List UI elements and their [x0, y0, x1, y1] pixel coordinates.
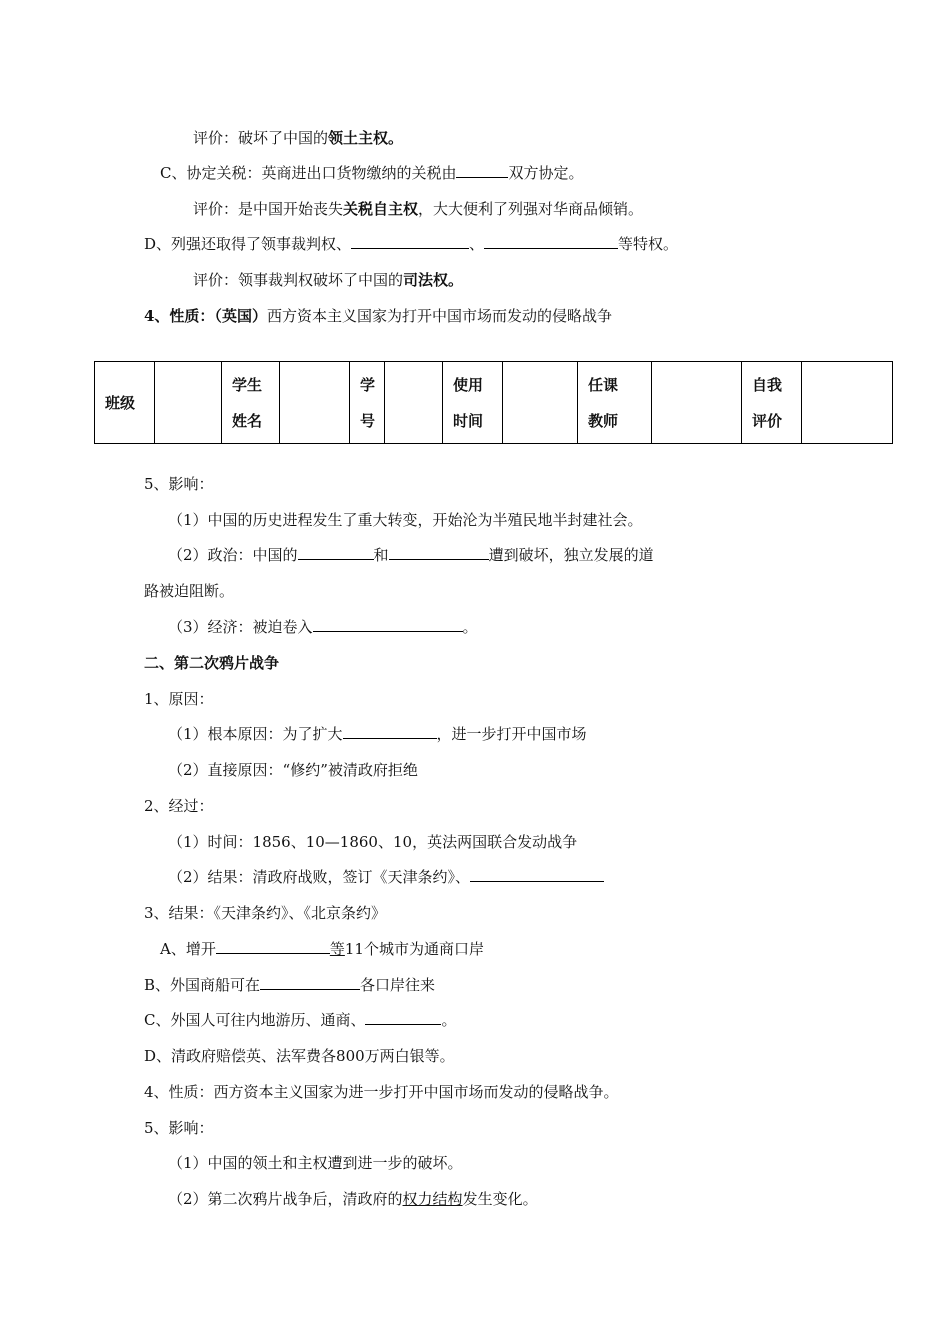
- nature-second-war: 4、性质：西方资本主义国家为进一步打开中国市场而发动的侵略战争。: [144, 1083, 619, 1101]
- cause-1: （1）根本原因：为了扩大 ，进一步打开中国市场: [168, 725, 587, 743]
- fill-blank[interactable]: [343, 724, 437, 739]
- result-heading: 3、结果：《天津条约》、《北京条约》: [144, 904, 387, 922]
- fill-blank[interactable]: [351, 234, 469, 249]
- impact-item-2: （2）政治：中国的 和 遭到破坏，独立发展的道: [168, 546, 654, 564]
- process-heading: 2、经过：: [144, 797, 214, 815]
- self-eval-label: 自我 评价: [742, 362, 802, 444]
- use-time-label: 使用 时间: [443, 362, 503, 444]
- student-no-value-cell[interactable]: [385, 362, 443, 444]
- use-time-value-cell[interactable]: [503, 362, 578, 444]
- class-value-cell[interactable]: [155, 362, 222, 444]
- impact-item-3: （3）经济：被迫卷入 。: [168, 618, 478, 636]
- process-2: （2）结果：清政府战败，签订《天津条约》、: [168, 867, 604, 887]
- impact-item-1: （1）中国的历史进程发生了重大转变，开始沦为半殖民地半封建社会。: [168, 511, 643, 529]
- fill-blank[interactable]: [313, 617, 463, 632]
- cause-2: （2）直接原因：“修约”被清政府拒绝: [168, 761, 418, 779]
- fill-blank[interactable]: [484, 234, 618, 249]
- result-b: B、外国商船可在 各口岸往来: [144, 976, 436, 994]
- process-1: （1）时间：1856、10—1860、10，英法两国联合发动战争: [168, 833, 578, 851]
- fill-blank[interactable]: [470, 867, 604, 882]
- eval-tariff: 评价：是中国开始丧失关税自主权，大大便利了列强对华商品倾销。: [193, 200, 644, 218]
- eval-jurisdiction: 评价：领事裁判权破坏了中国的司法权。: [193, 271, 464, 289]
- student-name-value-cell[interactable]: [280, 362, 350, 444]
- impact2-heading: 5、影响：: [144, 1119, 214, 1137]
- item-d-privileges: D、列强还取得了领事裁判权、 、 等特权。: [144, 235, 679, 253]
- teacher-label: 任课 教师: [578, 362, 652, 444]
- cause-heading: 1、原因：: [144, 690, 214, 708]
- fill-blank[interactable]: [389, 545, 489, 560]
- fill-blank[interactable]: [216, 939, 330, 954]
- section-title-second-war: 二、第二次鸦片战争: [144, 654, 280, 672]
- fill-blank[interactable]: [365, 1010, 441, 1025]
- student-info-table: [94, 361, 893, 444]
- class-label: 班级: [95, 362, 155, 444]
- nature-first-war: 4、性质：（英国）西方资本主义国家为打开中国市场而发动的侵略战争: [144, 307, 612, 325]
- result-c: C、外国人可往内地游历、通商、 。: [144, 1011, 457, 1029]
- fill-blank[interactable]: [456, 163, 508, 178]
- impact-heading: 5、影响：: [144, 475, 214, 493]
- eval-territorial: 评价：破坏了中国的领土主权。: [193, 129, 404, 147]
- fill-blank[interactable]: [298, 545, 374, 560]
- impact-item-2-cont: 路被迫阻断。: [144, 582, 235, 600]
- impact2-item-2: （2）第二次鸦片战争后，清政府的权力结构发生变化。: [168, 1190, 538, 1208]
- result-d: D、清政府赔偿英、法军费各800万两白银等。: [144, 1047, 455, 1065]
- student-name-label: 学生 姓名: [222, 362, 280, 444]
- impact2-item-1: （1）中国的领土和主权遭到进一步的破坏。: [168, 1154, 463, 1172]
- teacher-value-cell[interactable]: [652, 362, 742, 444]
- fill-blank[interactable]: [260, 975, 360, 990]
- item-c-tariff: C、协定关税：英商进出口货物缴纳的关税由 双方协定。: [160, 164, 584, 182]
- student-no-label: 学 号: [350, 362, 385, 444]
- self-eval-value-cell[interactable]: [802, 362, 893, 444]
- result-a: A、增开 等11个城市为通商口岸: [160, 940, 484, 958]
